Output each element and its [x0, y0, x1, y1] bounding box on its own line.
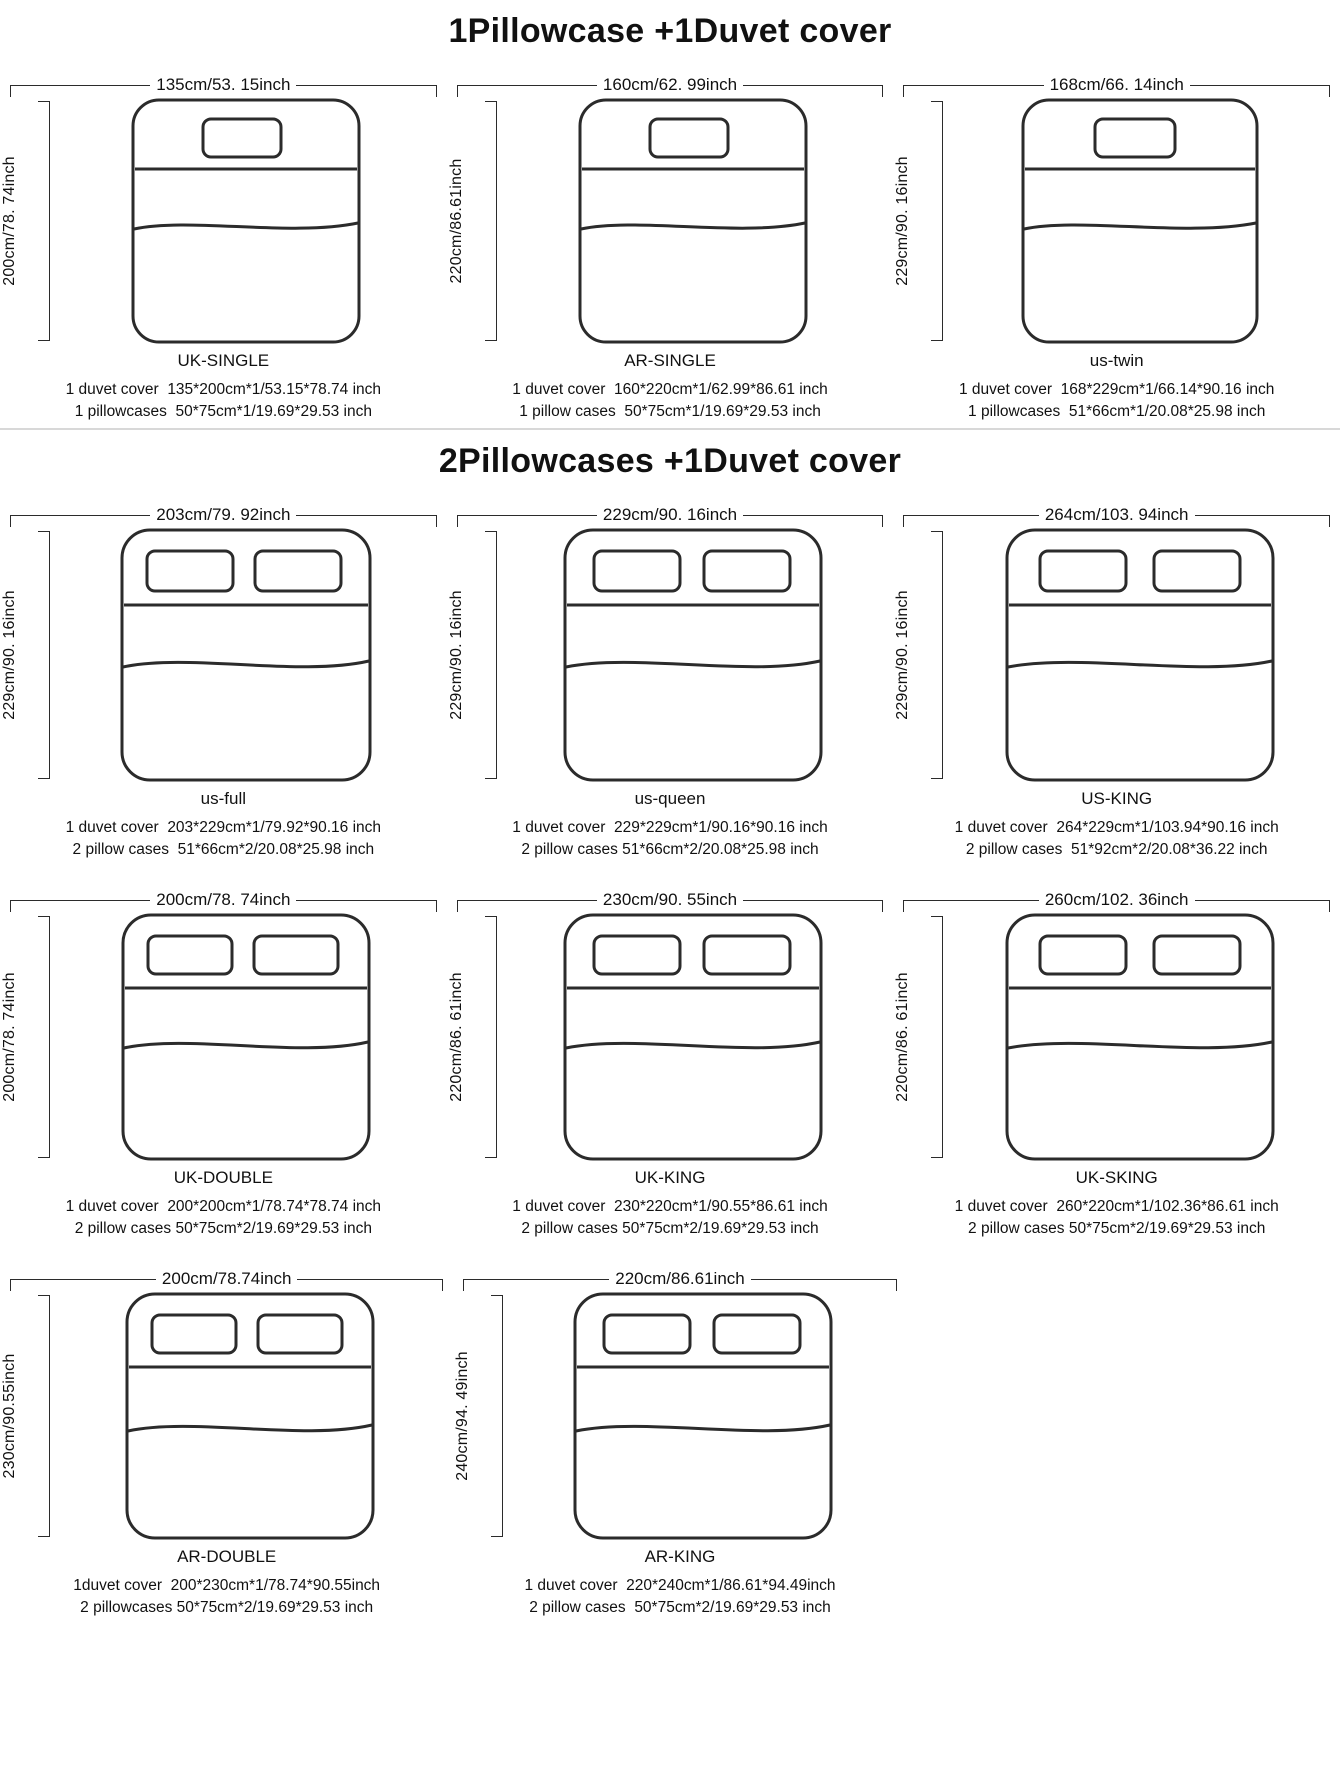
- side-dimension-label: 200cm/78. 74inch: [0, 972, 18, 1102]
- bed-card-us-king: [893, 487, 1340, 862]
- spec-label: 2 pillow cases: [74, 1220, 172, 1238]
- bed-card-us-twin: [893, 57, 1340, 424]
- bed-diagram-2-pillow: [120, 912, 372, 1162]
- top-dimension-label: 135cm/53. 15inch: [150, 75, 296, 95]
- bed-diagram-2-pillow: [562, 527, 824, 783]
- bed-diagram-2-pillow: [119, 527, 373, 783]
- top-dimension: [903, 63, 1330, 97]
- spec-label: 1 duvet cover: [954, 818, 1048, 836]
- top-dimension-label: 160cm/62. 99inch: [597, 75, 743, 95]
- spec-value: 51*92cm*2/20.08*36.22 inch: [1071, 841, 1268, 859]
- spec-label: 1 duvet cover: [954, 1197, 1048, 1215]
- side-dimension: [0, 97, 56, 345]
- bed-card-ar-single: [447, 57, 894, 424]
- top-dimension-label: 203cm/79. 92inch: [150, 505, 296, 525]
- spec-value: 135*200cm*1/53.15*78.74 inch: [167, 381, 382, 398]
- bed-specs: [457, 1196, 884, 1241]
- bed-specs: [457, 817, 884, 862]
- top-dimension: [10, 493, 437, 527]
- bed-name: us-queen: [634, 788, 706, 808]
- bed-row-2: [0, 487, 1340, 862]
- side-dimension-label: 240cm/94. 49inch: [454, 1351, 472, 1481]
- spec-label: 2 pillow cases: [968, 1220, 1065, 1238]
- top-dimension: [10, 878, 437, 912]
- bed-specs: [10, 1196, 437, 1241]
- empty-cell: [907, 1251, 1340, 1620]
- side-dimension: [447, 527, 503, 783]
- spec-value: 200*200cm*1/78.74*78.74 inch: [167, 1197, 382, 1215]
- bed-card-uk-sking: [893, 872, 1340, 1241]
- bed-name: us-full: [200, 788, 247, 808]
- bed-card-ar-king: [453, 1251, 906, 1620]
- spec-value: 260*220cm*1/102.36*86.61 inch: [1056, 1197, 1279, 1215]
- bed-name: UK-SINGLE: [177, 351, 270, 370]
- spec-label: 1 duvet cover: [512, 818, 606, 836]
- bed-name: UK-KING: [634, 1167, 706, 1187]
- side-dimension-label: 220cm/86. 61inch: [447, 972, 465, 1102]
- bed-card-uk-double: [0, 872, 447, 1241]
- top-dimension-label: 230cm/90. 55inch: [597, 890, 743, 910]
- top-dimension-label: 229cm/90. 16inch: [597, 505, 743, 525]
- side-dimension-label: 230cm/90.55inch: [0, 1353, 18, 1479]
- spec-value: 51*66cm*1/20.08*25.98 inch: [1068, 403, 1266, 421]
- spec-label: 1 pillowcases: [968, 403, 1061, 421]
- bed-diagram-2-pillow: [124, 1291, 376, 1541]
- spec-label: 1 duvet cover: [958, 381, 1053, 398]
- spec-label: 1 duvet cover: [65, 1197, 159, 1215]
- spec-value: 264*229cm*1/103.94*90.16 inch: [1056, 818, 1279, 836]
- top-dimension: [10, 63, 437, 97]
- bed-specs: [10, 817, 437, 862]
- bed-name: us-twin: [1089, 351, 1144, 370]
- bed-diagram-2-pillow: [562, 912, 824, 1162]
- spec-label: 2 pillowcases: [80, 1599, 173, 1617]
- section-title-1: 1Pillowcase +1Duvet cover: [448, 12, 892, 50]
- top-dimension: [457, 63, 884, 97]
- top-dimension: [10, 1257, 443, 1291]
- spec-value: 50*75cm*1/19.69*29.53 inch: [624, 403, 821, 421]
- side-dimension-label: 229cm/90. 16inch: [894, 590, 912, 720]
- side-dimension: [894, 527, 949, 783]
- side-dimension: [894, 97, 949, 345]
- side-dimension: [894, 912, 949, 1162]
- bed-card-uk-single: [0, 57, 447, 424]
- top-dimension: [903, 878, 1330, 912]
- bed-name: UK-DOUBLE: [173, 1167, 273, 1187]
- spec-value: 50*75cm*2/19.69*29.53 inch: [175, 1220, 372, 1238]
- bed-diagram-1-pillow: [1020, 97, 1260, 345]
- spec-value: 230*220cm*1/90.55*86.61 inch: [613, 1197, 828, 1215]
- spec-value: 220*240cm*1/86.61*94.49inch: [626, 1576, 836, 1594]
- bed-specs: [457, 379, 884, 424]
- top-dimension: [457, 493, 884, 527]
- spec-value: 168*229cm*1/66.14*90.16 inch: [1060, 381, 1275, 398]
- side-dimension: [0, 912, 56, 1162]
- bed-name: AR-SINGLE: [624, 351, 716, 370]
- spec-label: 1 pillow cases: [519, 403, 616, 421]
- bed-specs: [10, 1575, 443, 1620]
- bed-diagram-1-pillow: [577, 97, 809, 345]
- bed-diagram-2-pillow: [1004, 912, 1276, 1162]
- spec-label: 1 duvet cover: [512, 381, 606, 398]
- spec-value: 50*75cm*2/19.69*29.53 inch: [176, 1599, 374, 1617]
- spec-value: 50*75cm*2/19.69*29.53 inch: [1068, 1220, 1266, 1238]
- spec-label: 1 duvet cover: [524, 1576, 618, 1594]
- spec-label: 1 pillowcases: [74, 403, 167, 421]
- top-dimension-label: 264cm/103. 94inch: [1039, 505, 1195, 525]
- spec-value: 203*229cm*1/79.92*90.16 inch: [167, 818, 382, 836]
- bed-row-1: [0, 57, 1340, 424]
- side-dimension-label: 200cm/78. 74inch: [0, 156, 18, 286]
- spec-value: 200*230cm*1/78.74*90.55inch: [170, 1576, 381, 1594]
- spec-label: 2 pillow cases: [965, 841, 1063, 859]
- side-dimension: [447, 97, 503, 345]
- side-dimension-label: 220cm/86. 61inch: [894, 972, 912, 1102]
- bed-name: AR-DOUBLE: [177, 1546, 277, 1566]
- spec-value: 51*66cm*2/20.08*25.98 inch: [177, 841, 375, 859]
- bed-name: US-KING: [1081, 788, 1153, 808]
- bed-diagram-1-pillow: [130, 97, 362, 345]
- spec-value: 50*75cm*2/19.69*29.53 inch: [622, 1220, 819, 1238]
- bed-card-uk-king: [447, 872, 894, 1241]
- spec-value: 50*75cm*2/19.69*29.53 inch: [634, 1599, 831, 1617]
- top-dimension-label: 200cm/78. 74inch: [150, 890, 296, 910]
- top-dimension: [463, 1257, 896, 1291]
- side-dimension-label: 229cm/90. 16inch: [894, 156, 912, 286]
- bed-diagram-2-pillow: [572, 1291, 834, 1541]
- bed-specs: [463, 1575, 896, 1620]
- spec-label: 1 duvet cover: [65, 818, 159, 836]
- section-title-2: 2Pillowcases +1Duvet cover: [438, 441, 902, 480]
- spec-label: 1 duvet cover: [512, 1197, 606, 1215]
- side-dimension: [0, 1291, 56, 1541]
- top-dimension-label: 200cm/78.74inch: [156, 1269, 297, 1289]
- bed-specs: [903, 1196, 1330, 1241]
- spec-label: 1duvet cover: [73, 1576, 163, 1594]
- side-dimension: [454, 1291, 509, 1541]
- top-dimension-label: 220cm/86.61inch: [609, 1269, 750, 1289]
- spec-label: 2 pillow cases: [521, 1220, 618, 1238]
- bed-specs: [903, 379, 1330, 424]
- bed-specs: [903, 817, 1330, 862]
- bed-row-3: [0, 872, 1340, 1241]
- bed-name: AR-KING: [644, 1546, 716, 1566]
- side-dimension-label: 229cm/90. 16inch: [447, 590, 465, 720]
- side-dimension: [0, 527, 56, 783]
- spec-label: 2 pillow cases: [521, 841, 618, 859]
- side-dimension-label: 229cm/90. 16inch: [0, 590, 18, 720]
- spec-value: 51*66cm*2/20.08*25.98 inch: [622, 841, 819, 859]
- side-dimension-label: 220cm/86.61inch: [447, 158, 465, 284]
- bed-card-us-queen: [447, 487, 894, 862]
- top-dimension: [903, 493, 1330, 527]
- spec-value: 50*75cm*1/19.69*29.53 inch: [175, 403, 372, 421]
- spec-value: 160*220cm*1/62.99*86.61 inch: [613, 381, 828, 398]
- bed-card-us-full: [0, 487, 447, 862]
- spec-label: 2 pillow cases: [529, 1599, 626, 1617]
- bed-specs: [10, 379, 437, 424]
- top-dimension-label: 168cm/66. 14inch: [1044, 75, 1190, 95]
- side-dimension: [447, 912, 503, 1162]
- top-dimension-label: 260cm/102. 36inch: [1039, 890, 1195, 910]
- spec-label: 1 duvet cover: [65, 381, 159, 398]
- spec-value: 229*229cm*1/90.16*90.16 inch: [613, 818, 828, 836]
- bed-name: UK-SKING: [1075, 1167, 1158, 1187]
- bed-diagram-2-pillow: [1004, 527, 1276, 783]
- top-dimension: [457, 878, 884, 912]
- bed-card-ar-double: [0, 1251, 453, 1620]
- bed-row-4: [0, 1251, 1340, 1620]
- spec-label: 2 pillow cases: [72, 841, 170, 859]
